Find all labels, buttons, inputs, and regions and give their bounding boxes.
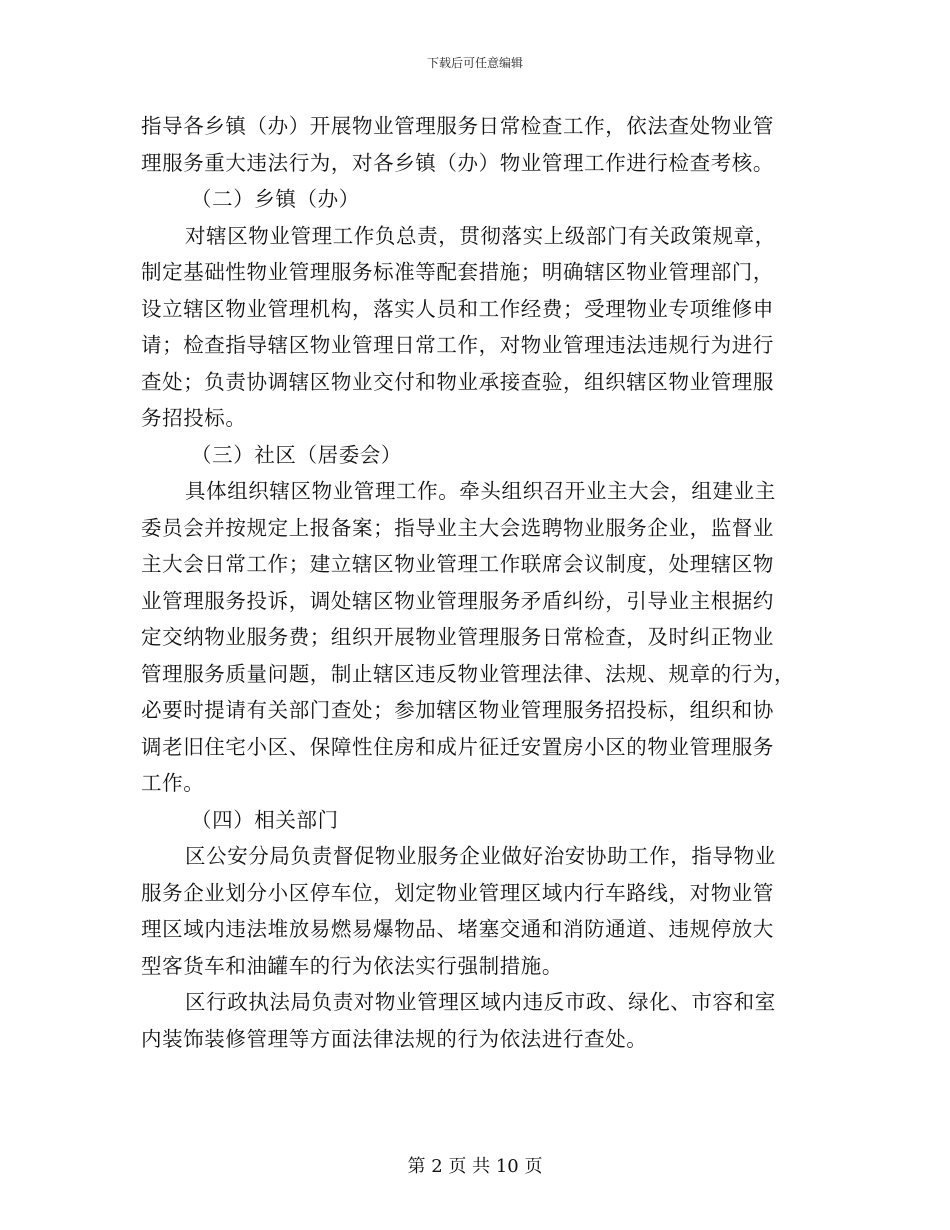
text-line: 服务企业划分小区停车位，划定物业管理区域内行车路线，对物业管 (141, 880, 774, 905)
text-line: 理区域内违法堆放易燃易爆物品、堵塞交通和消防通道、违规停放大 (141, 917, 774, 941)
text-line: 定交纳物业服务费；组织开展物业管理服务日常检查，及时纠正物业 (141, 625, 774, 649)
page-footer: 第 2 页 共 10 页 (407, 1156, 543, 1177)
section-heading: （四）相关部门 (191, 807, 339, 832)
text-line: 主大会日常工作；建立辖区物业管理工作联席会议制度，处理辖区物 (141, 552, 774, 576)
text-line: 内装饰装修管理等方面法律法规的行为依法进行查处。 (141, 1026, 648, 1051)
text-line: 区公安分局负责督促物业服务企业做好治安协助工作，指导物业 (185, 844, 776, 868)
section-heading: （二）乡镇（办） (191, 187, 360, 211)
text-line: 务招投标。 (141, 406, 247, 430)
text-line: 型客货车和油罐车的行为依法实行强制措施。 (141, 953, 563, 978)
text-line: 对辖区物业管理工作负总责，贯彻落实上级部门有关政策规章， (185, 223, 776, 248)
text-line: 制定基础性物业管理服务标准等配套措施；明确辖区物业管理部门， (141, 260, 774, 284)
text-line: 委员会并按规定上报备案；指导业主大会选聘物业服务企业，监督业 (141, 515, 774, 540)
text-line: 理服务重大违法行为，对各乡镇（办）物业管理工作进行检查考核。 (141, 150, 774, 175)
text-line: 指导各乡镇（办）开展物业管理服务日常检查工作，依法查处物业管 (141, 114, 774, 138)
text-line: 调老旧住宅小区、保障性住房和成片征迁安置房小区的物业管理服务 (141, 734, 774, 759)
text-line: 查处；负责协调辖区物业交付和物业承接查验，组织辖区物业管理服 (141, 369, 774, 394)
text-line: 必要时提请有关部门查处；参加辖区物业管理服务招投标，组织和协 (141, 698, 774, 722)
text-line: 区行政执法局负责对物业管理区域内违反市政、绿化、市容和室 (185, 990, 776, 1014)
text-line: 管理服务质量问题，制止辖区违反物业管理法律、法规、规章的行为， (141, 661, 796, 686)
text-line: 业管理服务投诉，调处辖区物业管理服务矛盾纠纷，引导业主根据约 (141, 588, 774, 613)
text-line: 设立辖区物业管理机构，落实人员和工作经费；受理物业专项维修申 (141, 296, 774, 321)
text-line: 具体组织辖区物业管理工作。牵头组织召开业主大会，组建业主 (185, 479, 776, 503)
section-heading: （三）社区（居委会） (191, 442, 402, 467)
text-line: 工作。 (141, 771, 205, 795)
page-header: 下载后可任意编辑 (426, 56, 523, 70)
document-body (141, 108, 813, 1057)
text-line: 请；检查指导辖区物业管理日常工作，对物业管理违法违规行为进行 (141, 333, 774, 357)
